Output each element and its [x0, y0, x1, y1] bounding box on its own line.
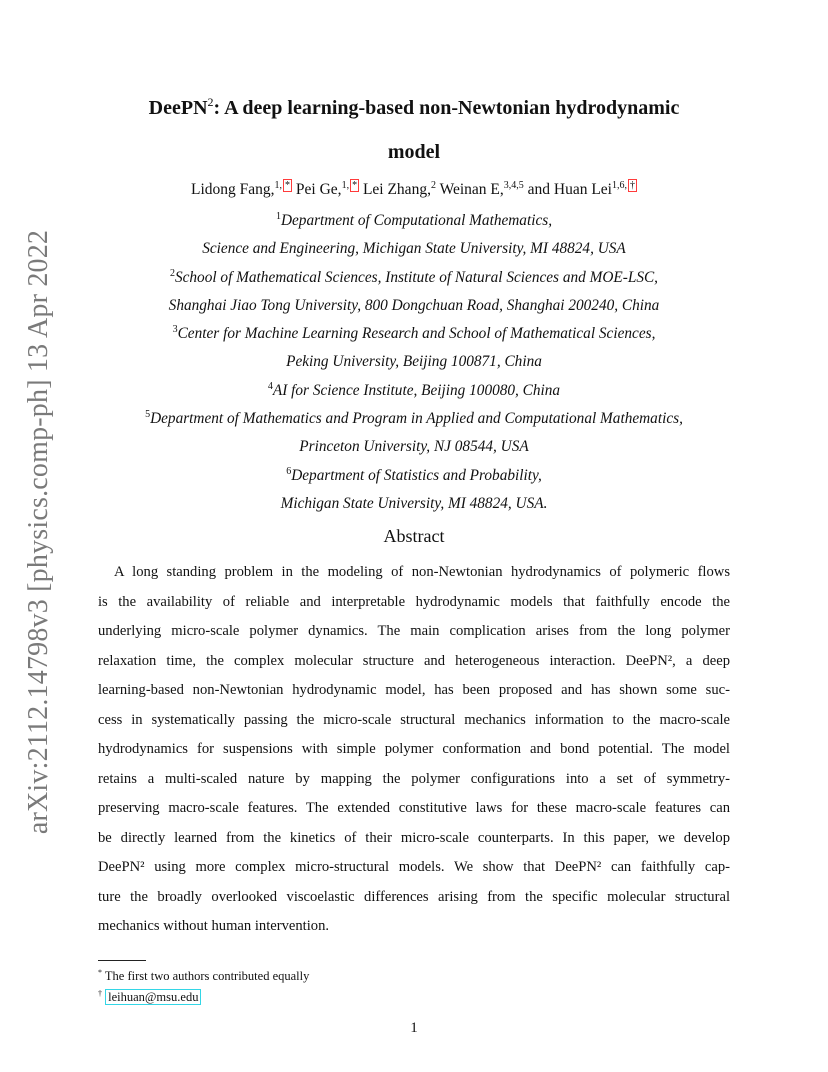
title-superscript: 2 — [207, 95, 214, 109]
affiliation-number: 4 — [267, 380, 273, 392]
footnote-equal-contribution — [98, 966, 309, 987]
footnote-mark: * — [98, 968, 102, 977]
affiliation-number: 6 — [286, 465, 292, 477]
affiliation-line: Department of Mathematics and Program in Applied and Computational Mathematics, — [150, 410, 683, 428]
abstract-heading: Abstract — [383, 526, 445, 546]
author-affil: 3,4,5 — [503, 180, 524, 191]
abstract-line: be directly learned from the kinetics of their micro-scale counterparts. In this paper, we develop — [98, 829, 730, 846]
affiliation — [90, 377, 738, 405]
affiliation-list — [90, 207, 738, 518]
abstract-line: mechanics without human intervention. — [98, 918, 330, 934]
author-affil: 1,6, — [611, 180, 627, 191]
author-name: Pei Ge, — [295, 181, 342, 198]
footnotes — [98, 966, 309, 1008]
author-affil: 1, — [274, 180, 283, 191]
title-line2: model — [387, 141, 441, 163]
affiliation-number: 5 — [145, 409, 151, 421]
affiliation-line: Department of Computational Mathematics, — [280, 212, 553, 229]
author-affil: 1, — [341, 180, 350, 191]
footnote-text: The first two authors contributed equally — [104, 969, 310, 983]
affiliation-line: Peking University, Beijing 100871, China — [286, 353, 542, 371]
title-part2: : A deep learning-based non-Newtonian hydrodynamic — [213, 97, 680, 119]
author-affil: 2 — [430, 180, 436, 191]
abstract-line: ture the broadly overlooked viscoelastic differences arising from the specific molecular structural — [98, 888, 730, 905]
footnote-mark: † — [98, 989, 102, 998]
affiliation-line: Princeton University, NJ 08544, USA — [299, 438, 529, 456]
email-link[interactable]: leihuan@msu.edu — [105, 989, 201, 1005]
abstract-line: underlying micro-scale polymer dynamics. The main complication arises from the long polymer — [98, 623, 730, 639]
affiliation-line: Center for Machine Learning Research and School of Mathematical Sciences, — [177, 325, 656, 343]
footnote-link[interactable]: * — [285, 180, 291, 191]
abstract-line: learning-based non-Newtonian hydrodynamic model, has been proposed and has shown some suc- — [98, 682, 730, 698]
affiliation — [90, 405, 738, 433]
author-name: Lei Zhang, — [362, 181, 431, 198]
affiliation-line: Michigan State University, MI 48824, USA. — [280, 494, 548, 512]
page-number: 1 — [410, 1020, 418, 1036]
abstract-line: relaxation time, the complex molecular structure and heterogeneous interaction. DeePN², a deep — [98, 652, 730, 669]
affiliation-number: 1 — [275, 211, 281, 222]
affiliation — [90, 320, 738, 348]
abstract-line: A long standing problem in the modeling of non-Newtonian hydrodynamics of polymeric flows — [114, 564, 730, 580]
abstract-line: DeePN² using more complex micro-structural models. We show that DeePN² can faithfully cap- — [98, 859, 730, 875]
affiliation — [90, 462, 738, 490]
footnote-link[interactable]: † — [629, 180, 635, 191]
title-part1: DeePN — [148, 97, 208, 119]
author-name: Weinan E, — [439, 181, 504, 198]
affiliation-line: Department of Statistics and Probability, — [291, 466, 542, 484]
affiliation-line: Shanghai Jiao Tong University, 800 Dongchuan Road, Shanghai 200240, China — [168, 296, 660, 314]
arxiv-sidebar-stamp — [14, 229, 64, 835]
affiliation-number: 3 — [172, 324, 178, 336]
paper-title — [90, 86, 738, 174]
footnote-email — [98, 987, 309, 1008]
affiliation-line: AI for Science Institute, Beijing 100080, China — [272, 381, 561, 399]
abstract-line: cess in systematically passing the micro-scale structural mechanics information to the macro-scale — [98, 711, 730, 728]
affiliation-line: School of Mathematical Sciences, Institute of Natural Sciences and MOE-LSC, — [174, 268, 659, 286]
affiliation-line: Science and Engineering, Michigan State University, MI 48824, USA — [202, 240, 626, 258]
author-list — [90, 178, 738, 202]
abstract-line: preserving macro-scale features. The extended constitutive laws for these macro-scale features can — [98, 800, 730, 816]
footnote-divider — [98, 960, 146, 961]
abstract-body — [98, 558, 730, 942]
affiliation — [90, 207, 738, 235]
author-name: Lidong Fang, — [191, 181, 275, 198]
abstract-line: retains a multi-scaled nature by mapping the polymer configurations into a set of symmetry- — [98, 770, 730, 787]
affiliation — [90, 264, 738, 292]
author-name: and Huan Lei — [527, 181, 612, 198]
arxiv-identifier: arXiv:2112.14798v3 [physics.comp-ph] 13 Apr 2022 — [23, 229, 54, 835]
footnote-link[interactable]: * — [352, 180, 358, 191]
abstract-line: is the availability of reliable and interpretable hydrodynamic models that faithfully encode the — [98, 593, 730, 610]
abstract-line: hydrodynamics for suspensions with simple polymer conformation and bond potential. The model — [98, 741, 730, 757]
affiliation-number: 2 — [169, 267, 175, 279]
